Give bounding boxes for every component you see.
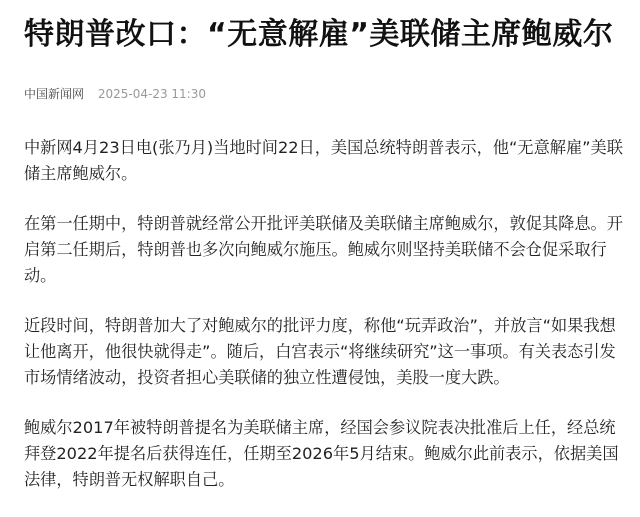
article-body: [24, 135, 624, 493]
article-source[interactable]: 中国新闻网: [24, 87, 85, 101]
article-paragraph: 近段时间，特朗普加大了对鲍威尔的批评力度，称他“玩弄政治”，并放言“如果我想让他离开，他很快就得走”。随后，白宫表示“将继续研究”这一事项。有关表态引发市场情绪波动，投资者担心美联储的独立性遭侵蚀，美股一度大跌。: [24, 316, 616, 387]
article-time: 2025-04-23 11:30: [97, 87, 206, 101]
article-paragraph: 中新网4月23日电(张乃月)当地时间22日，美国总统特朗普表示，他“无意解雇”美联储主席鲍威尔。: [24, 138, 623, 183]
article-paragraph: 在第一任期中，特朗普就经常公开批评美联储及美联储主席鲍威尔，敦促其降息。开启第二任期后，特朗普也多次向鲍威尔施压。鲍威尔则坚持美联储不会仓促采取行动。: [24, 214, 623, 285]
article-meta: [24, 86, 624, 102]
article-title: 特朗普改口：“无意解雇”美联储主席鲍威尔: [24, 17, 614, 52]
article: [24, 0, 624, 517]
article-paragraph: 鲍威尔2017年被特朗普提名为美联储主席，经国会参议院表决批准后上任，经总统拜登2022年提名后获得连任，任期至2026年5月结束。鲍威尔此前表示，依据美国法律，特朗普无权解职自己。: [24, 418, 619, 489]
